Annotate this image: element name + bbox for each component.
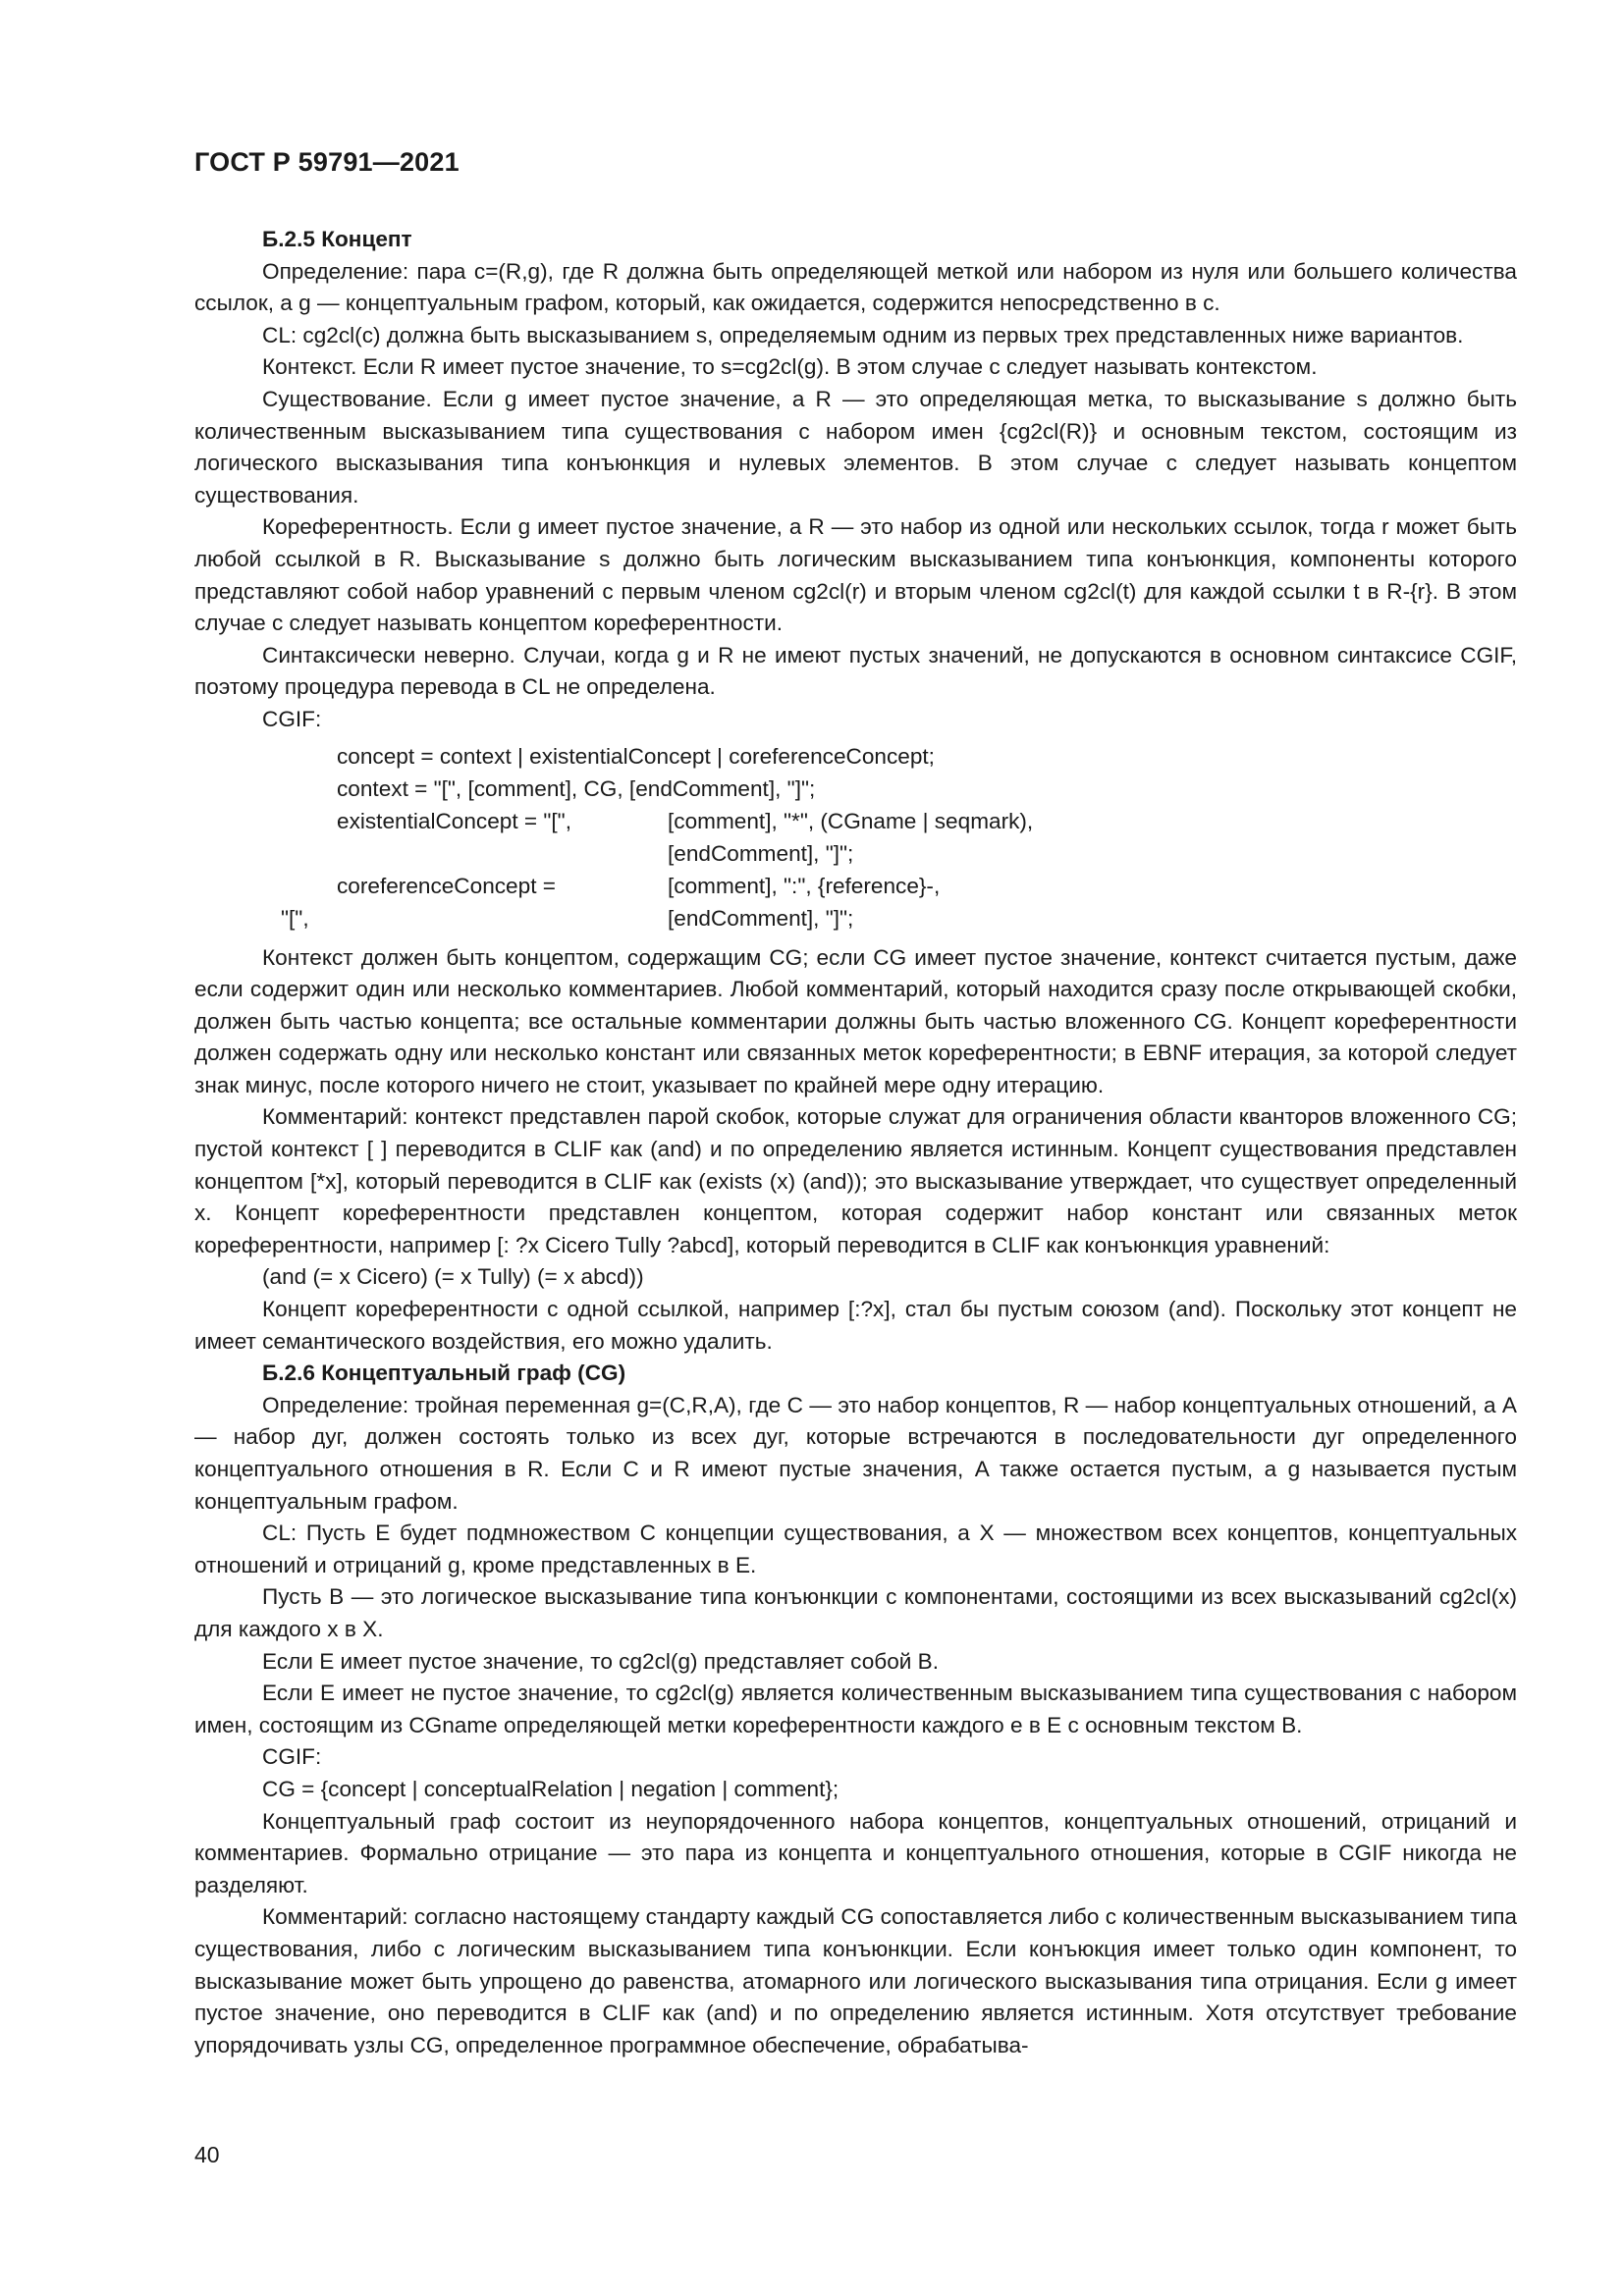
grammar-line: [endComment], "]"; [668, 905, 854, 931]
standard-header: ГОСТ Р 59791—2021 [194, 147, 460, 177]
paragraph: Если E имеет пустое значение, то cg2cl(g) представляет собой B. [262, 1648, 940, 1674]
page-number: 40 [194, 2142, 220, 2167]
paragraph: Синтаксически неверно. Случаи, когда g и R не имеют пустых значений, не допускаются в основном синтаксисе CGIF, поэтому процедура перевода в CL не определена. [194, 642, 1517, 700]
cgif-label: CGIF: [262, 1744, 322, 1770]
paragraph: Если E имеет не пустое значение, то cg2cl(g) является количественным высказыванием типа существования с набором имен, состоящим из CGname определяющей метки кореферентности каждого e в E с основным текстом B. [194, 1681, 1517, 1737]
paragraph: Концептуальный граф состоит из неупорядоченного набора концептов, концептуальных отношений, отрицаний и комментариев. Формально отрицание — это пара из концепта и концептуального отношения, которые в CGIF никогда не разделяют. [194, 1808, 1517, 1897]
paragraph: Кореферентность. Если g имеет пустое значение, а R — это набор из одной или нескольких ссылок, тогда r может быть любой ссылкой в R. Высказывание s должно быть логическим высказыванием типа конъюнкция, компоненты которого представляют собой набор уравнений с первым членом cg2cl(r) и вторым членом cg2cl(t) для каждой ссылки t в R-{r}. В этом случае c следует называть концептом кореферентности. [194, 514, 1517, 636]
grammar-line: [endComment], "]"; [668, 840, 854, 866]
paragraph: Определение: пара c=(R,g), где R должна быть определяющей меткой или набором из нуля или большего количества ссылок, а g — концептуальным графом, который, как ожидается, содержится непосредственно в c. [194, 258, 1517, 316]
grammar-line: existentialConcept = "[", [337, 808, 571, 833]
paragraph: Пусть B — это логическое высказывание типа конъюнкции с компонентами, состоящими из всех высказываний cg2cl(x) для каждого x в X. [194, 1584, 1517, 1641]
grammar-line: coreferenceConcept = [337, 873, 556, 898]
grammar-line: [comment], "*", (CGname | seqmark), [668, 808, 1034, 833]
paragraph: Контекст. Если R имеет пустое значение, то s=cg2cl(g). В этом случае c следует называть контекстом. [262, 354, 1318, 380]
paragraph: CL: Пусть E будет подмножеством C концепции существования, а X — множеством всех концептов, концептуальных отношений и отрицаний g, кроме представленных в E. [194, 1521, 1517, 1577]
clif-expression: (and (= x Cicero) (= x Tully) (= x abcd)) [262, 1264, 644, 1290]
cgif-label: CGIF: [262, 706, 322, 731]
grammar-line: "[", [281, 905, 309, 931]
grammar-line: context = "[", [comment], CG, [endComment], "]"; [337, 775, 816, 801]
paragraph: Комментарий: контекст представлен парой скобок, которые служат для ограничения области кванторов вложенного CG; пустой контекст [ ] переводится в CLIF как (and) и по определению является истинным. Концепт существования представлен концептом [*x], который переводится в CLIF как (exists (x) (and)); это высказывание утверждает, что существует определенный x. Концепт кореферентности представлен концептом, которая содержит набор констант или связанных меток кореферентности, например [: ?x Cicero Tully ?abcd], который переводится в CLIF как конъюнкция уравнений: [194, 1104, 1517, 1257]
paragraph: Комментарий: согласно настоящему стандарту каждый CG сопоставляется либо с количественным высказыванием типа существования, либо с логическим высказыванием типа конъюнкции. Если конъюкция имеет только один компонент, то высказывание может быть упрощено до равенства, атомарного или логического высказывания типа отрицания. Если g имеет пустое значение, оно переводится в CLIF как (and) и по определению является истинным. Хотя отсутствует требование упорядочивать узлы CG, определенное программное обеспечение, обрабатыва- [194, 1904, 1517, 2057]
grammar-line: concept = context | existentialConcept | coreferenceConcept; [337, 743, 935, 769]
paragraph: Определение: тройная переменная g=(C,R,A), где C — это набор концептов, R — набор концептуальных отношений, а A — набор дуг, должен состоять только из всех дуг, которые встречаются в последовательности дуг определенного концептуального отношения в R. Если C и R имеют пустые значения, A также остается пустым, а g называется пустым концептуальным графом. [194, 1392, 1517, 1514]
section-heading-b26: Б.2.6 Концептуальный граф (CG) [262, 1361, 626, 1386]
grammar-line: CG = {concept | conceptualRelation | negation | comment}; [262, 1776, 839, 1801]
paragraph: Контекст должен быть концептом, содержащим CG; если CG имеет пустое значение, контекст считается пустым, даже если содержит один или несколько комментариев. Любой комментарий, который находится сразу после открывающей скобки, должен быть частью концепта; все остальные комментарии должны быть частью вложенного CG. Концепт кореферентности должен содержать одну или несколько констант или связанных меток кореферентности; в EBNF итерация, за которой следует знак минус, после которого ничего не стоит, указывает по крайней мере одну итерацию. [194, 944, 1517, 1097]
paragraph: Концепт кореферентности с одной ссылкой, например [:?x], стал бы пустым союзом (and). Поскольку этот концепт не имеет семантического воздействия, его можно удалить. [194, 1297, 1517, 1354]
document-body [194, 224, 1517, 2061]
paragraph: Существование. Если g имеет пустое значение, а R — это определяющая метка, то высказывание s должно быть количественным высказыванием типа существования с набором имен {cg2cl(R)} и основным текстом, состоящим из логического высказывания типа конъюнкция и нулевых элементов. В этом случае c следует называть концептом существования. [194, 386, 1517, 507]
paragraph: CL: cg2cl(c) должна быть высказыванием s, определяемым одним из первых трех представленных ниже вариантов. [262, 322, 1464, 347]
section-heading-b25: Б.2.5 Концепт [262, 227, 412, 251]
grammar-block [194, 741, 1517, 934]
grammar-line: [comment], ":", {reference}-, [668, 873, 941, 898]
